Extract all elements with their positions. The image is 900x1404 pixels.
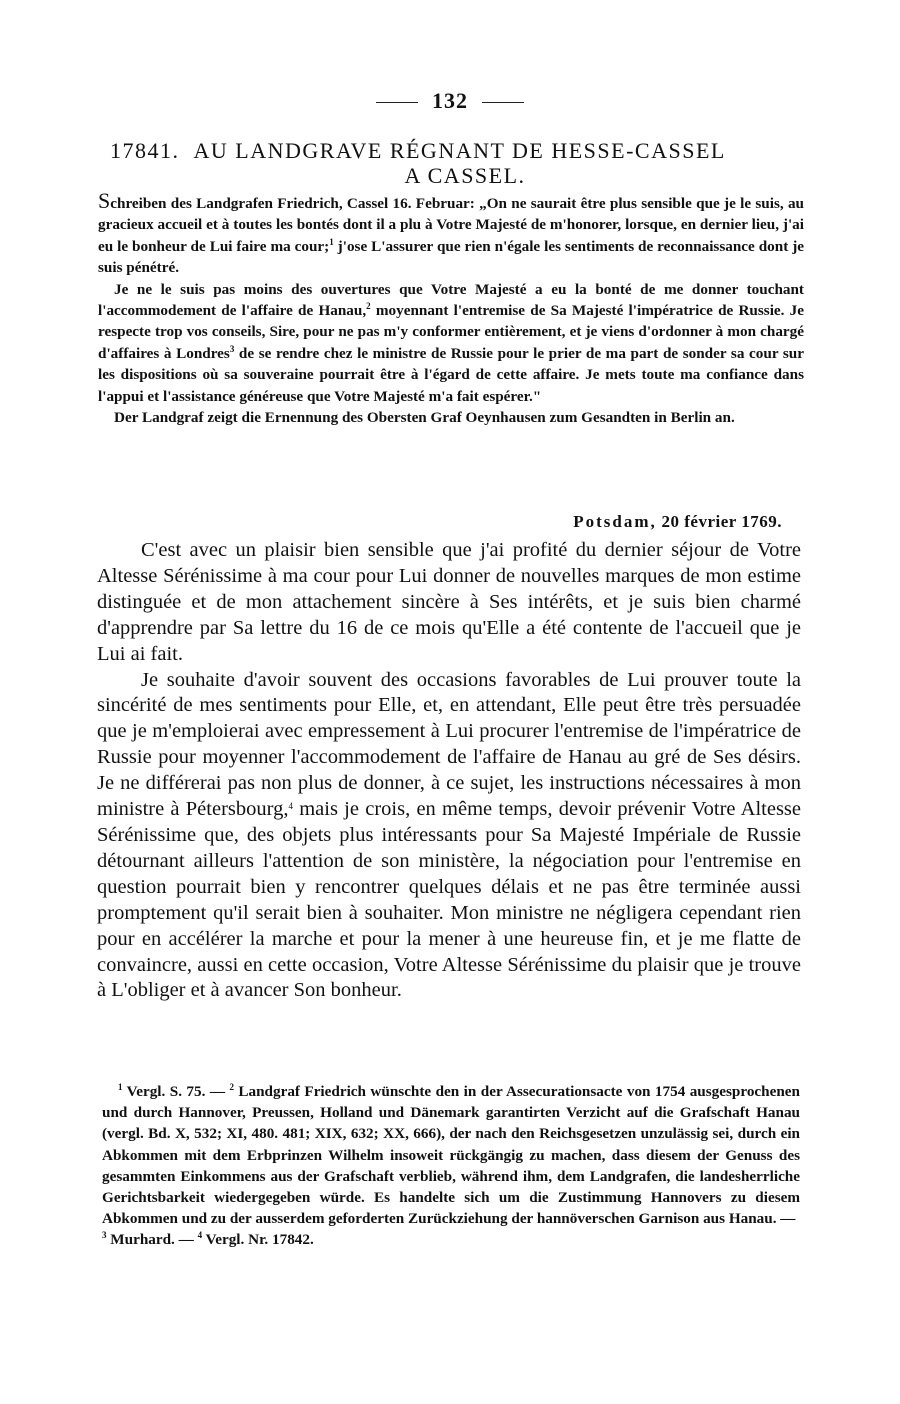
footnote-mark-1: 1 — [118, 1082, 123, 1092]
initial-capital: S — [98, 188, 111, 213]
page-number-text: 132 — [432, 88, 468, 113]
footnote-ref-2: 2 — [366, 301, 371, 312]
letter-text: Je souhaite d'avoir souvent des occasions favorables de Lui prouver toute la sincérité de mes sentiments pour Elle, et, en attendant, Elle peut être très persuadée que je m'emploierai avec empressement à Lui procurer l'entremise de l'impératrice de Russie pour moyenner l'accommodement de l'affaire de Hanau au gré de Ses désirs. Je ne différerai pas non plus de donner, à ce sujet, les instructions nécessaires à mon ministre à Pétersbourg, — [97, 668, 801, 821]
dateline-date: 20 février 1769. — [661, 512, 782, 531]
letter-number: 17841. — [110, 138, 180, 163]
preface-block — [98, 190, 804, 428]
footnote-mark-3: 3 — [102, 1230, 107, 1241]
letter-paragraph-1: C'est avec un plaisir bien sensible que j'ai profité du dernier séjour de Votre Altesse Sérénissime à ma cour pour Lui donner de nouvelles marques de mon estime distinguée et de mon attachement sincère à Ses intérêts, et je suis bien charmé d'apprendre par Sa lettre du 16 de ce mois qu'Elle a été contente de l'accueil que je Lui ai fait. — [97, 539, 801, 665]
footnotes — [102, 1081, 800, 1251]
dateline-place: Potsdam, — [573, 512, 657, 531]
footnote-paragraph — [102, 1081, 800, 1251]
preface-paragraph-2 — [98, 279, 804, 407]
letter-heading — [110, 138, 790, 188]
left-rule — [376, 102, 418, 103]
footnote-mark-4: 4 — [197, 1230, 203, 1241]
letter-body — [97, 538, 801, 1004]
footnote-3: Murhard. — — [106, 1231, 198, 1249]
footnote-4: Vergl. Nr. 17842. — [202, 1231, 314, 1249]
preface-paragraph-1 — [98, 190, 804, 279]
heading-line-1: AU LANDGRAVE RÉGNANT DE HESSE-CASSEL — [193, 138, 726, 163]
preface-text: chreiben des Landgrafen Friedrich, Cassel 16. Februar: „On ne saurait être plus sensible que je le suis, au gracieux accueil et à toutes les bontés dont il a plu à Votre Majesté de m'honorer, lorsque, en dernier lieu, j'ai eu le bonheur de Lui faire ma cour; — [98, 195, 804, 255]
dateline — [0, 512, 782, 532]
page-number — [0, 88, 900, 114]
footnote-1: Vergl. S. 75. — — [122, 1083, 230, 1100]
heading-line-2: A CASSEL. — [404, 163, 526, 188]
footnote-mark-2: 2 — [229, 1082, 234, 1092]
right-rule — [482, 102, 524, 103]
letter-paragraph-2 — [97, 668, 801, 1005]
preface-text: moyennant l'entremise de Sa Majesté l'impératrice de Russie. Je respecte trop vos conseils, Sire, pour ne pas m'y conformer entièrement, et je viens d'ordonner à mon chargé d'affaires à Londres — [98, 302, 805, 362]
preface-text: de se rendre chez le ministre de Russie pour le prier de ma part de sonder sa cour sur les dispositions où sa souveraine pourrait être à l'égard de cette affaire. Je mets toute ma confiance dans l'appui et l'assistance généreuse que Votre Majesté m'a fait espérer." — [98, 344, 804, 405]
preface-paragraph-3: Der Landgraf zeigt die Ernennung des Obersten Graf Oeynhausen zum Gesandten in Berlin an. — [114, 409, 735, 427]
letter-text: mais je crois, en même temps, devoir prévenir Votre Altesse Sérénissime que, des objets plus intéressants pour Sa Majesté Impériale de Russie détournant ailleurs l'attention de son ministère, la négociation pour l'entremise en question pourrait bien y rencontrer quelques délais et ne pas être terminée aussi promptement qu'il serait bien à souhaiter. Mon ministre ne négligera cependant rien pour en accélérer la marche et pour la mener à une heureuse fin, et je me flatte de convaincre, aussi en cette occasion, Votre Altesse Sérénissime du plaisir que je trouve à L'obliger et à avancer Son bonheur. — [97, 798, 801, 1002]
preface-text: Je ne le suis pas moins des ouvertures que Votre Majesté a eu la bonté de me donner touchant l'accommodement de l'affaire de Hanau, — [98, 280, 804, 320]
footnote-ref-3: 3 — [229, 343, 235, 354]
footnote-ref-4: 4 — [288, 801, 293, 812]
footnote-ref-1: 1 — [329, 236, 334, 247]
footnote-2: Landgraf Friedrich wünschte den in der Assecurationsacte von 1754 ausgesprochenen und durch Hannover, Preussen, Holland und Dänemark garantirten Verzicht auf die Grafschaft Hanau (vergl. Bd. X, 532; XI, 480. 481; XIX, 632; XX, 666), der nach den Reichsgesetzen unzulässig sei, durch ein Abkommen mit dem Erbprinzen Wilhelm insoweit rückgängig zu machen, dass diesem der Genuss des gesammten Einkommens aus der Grafschaft verblieb, während ihm, dem Landgrafen, die landesherrliche Gerichtsbarkeit wiedergegeben würde. Es handelte sich um die Zustimmung Hannovers zu diesem Abkommen und zu der ausserdem geforderten Zurückziehung der hannöverschen Garnison aus Hanau. — — [102, 1083, 800, 1228]
preface-text: j'ose L'assurer que rien n'égale les sentiments de reconnaissance dont je suis pénétré. — [98, 237, 804, 277]
